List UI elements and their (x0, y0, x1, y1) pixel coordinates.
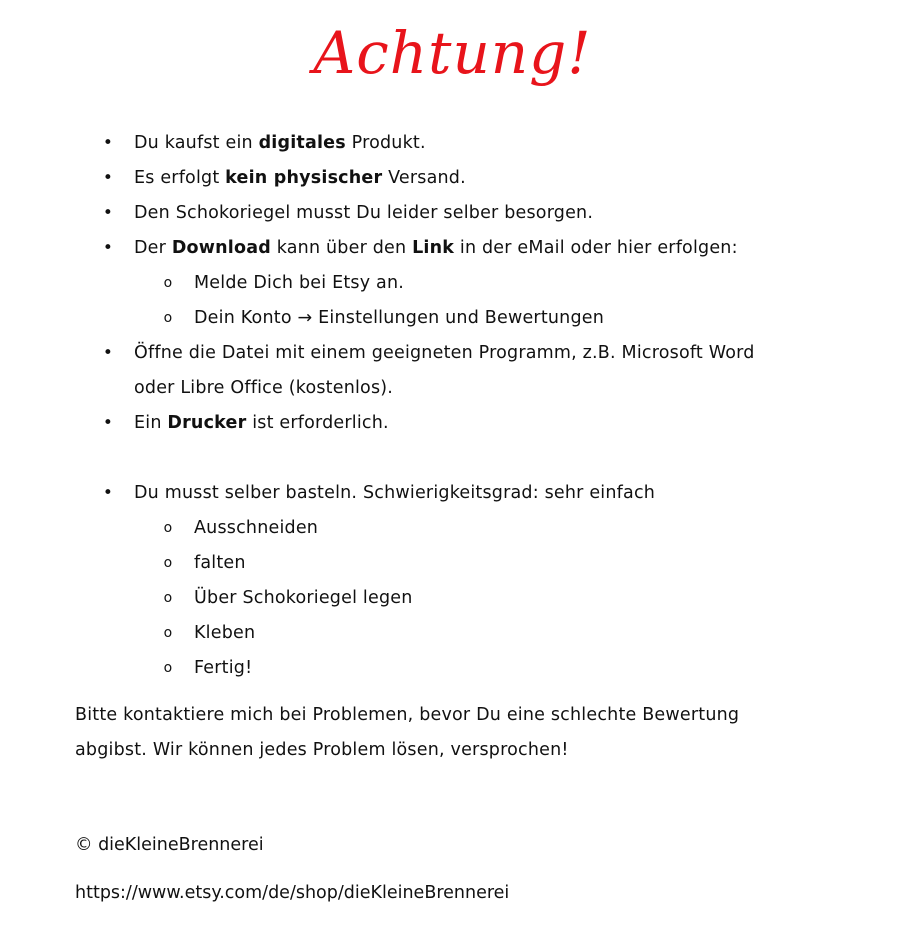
sub-item-account-path (0, 301, 794, 336)
sub-bullet-icon: o (163, 275, 173, 291)
item-text: Fertig! (194, 658, 253, 678)
item-text: Ausschneiden (194, 518, 319, 538)
item-bold-text: kein physischer (225, 168, 383, 188)
sub-item-done (0, 651, 794, 686)
item-text: Kleben (194, 623, 256, 643)
bullet-icon: • (102, 238, 114, 258)
item-bold-text: Download (171, 238, 271, 258)
sub-item-wrap (0, 581, 794, 616)
bullet-icon: • (102, 483, 114, 503)
item-text: Ein (134, 413, 168, 433)
sub-bullet-icon: o (163, 555, 173, 571)
arrow-right-icon: → (297, 308, 313, 328)
list-item-open-file (0, 336, 794, 406)
item-text: Der (134, 238, 172, 258)
sub-bullet-icon: o (163, 625, 173, 641)
item-text: Dein Konto (194, 308, 298, 328)
sub-bullet-icon: o (163, 310, 173, 326)
sub-item-etsy-login (0, 266, 794, 301)
sub-item-cut-out (0, 511, 794, 546)
item-text: kann über den (270, 238, 413, 258)
instruction-list (0, 126, 905, 686)
bullet-icon: • (102, 133, 114, 153)
item-text: Es erfolgt (134, 168, 226, 188)
shop-url: https://www.etsy.com/de/shop/dieKleineBrennerei (75, 883, 510, 903)
item-text: Öffne die Datei mit einem geeigneten Programm, z.B. Microsoft Word oder Libre Office (kostenlos). (134, 343, 755, 398)
item-bold-text: Link (412, 238, 455, 258)
item-text: Den Schokoriegel musst Du leider selber besorgen. (134, 203, 594, 223)
item-text: Melde Dich bei Etsy an. (194, 273, 405, 293)
item-text: ist erforderlich. (246, 413, 389, 433)
page-title: Achtung! (313, 19, 592, 87)
item-text: Produkt. (345, 133, 426, 153)
copyright-notice: © dieKleineBrennerei (75, 835, 264, 855)
item-bold-text: digitales (258, 133, 346, 153)
list-item-printer (0, 406, 794, 441)
sub-bullet-icon: o (163, 660, 173, 676)
item-text: in der eMail oder hier erfolgen: (454, 238, 738, 258)
item-text: Über Schokoriegel legen (194, 588, 413, 608)
list-item-crafting (0, 476, 794, 511)
bullet-icon: • (102, 168, 114, 188)
closing-paragraph: Bitte kontaktiere mich bei Problemen, bevor Du eine schlechte Bewertung abgibst. Wir können jedes Problem lösen, versprochen! (75, 705, 740, 760)
sub-bullet-icon: o (163, 520, 173, 536)
item-text: Du kaufst ein (134, 133, 259, 153)
item-bold-text: Drucker (167, 413, 247, 433)
sub-item-glue (0, 616, 794, 651)
item-text: Versand. (382, 168, 466, 188)
spacer (0, 441, 905, 476)
list-item-chocolate-bar (0, 196, 794, 231)
list-item-no-shipping (0, 161, 794, 196)
list-item-digital-product (0, 126, 794, 161)
item-text: Du musst selber basteln. Schwierigkeitsgrad: sehr einfach (134, 483, 656, 503)
bullet-icon: • (102, 413, 114, 433)
item-text: falten (194, 553, 246, 573)
bullet-icon: • (102, 343, 114, 363)
sub-bullet-icon: o (163, 590, 173, 606)
bullet-icon: • (102, 203, 114, 223)
item-text: Einstellungen und Bewertungen (312, 308, 605, 328)
list-item-download (0, 231, 794, 266)
sub-item-fold (0, 546, 794, 581)
